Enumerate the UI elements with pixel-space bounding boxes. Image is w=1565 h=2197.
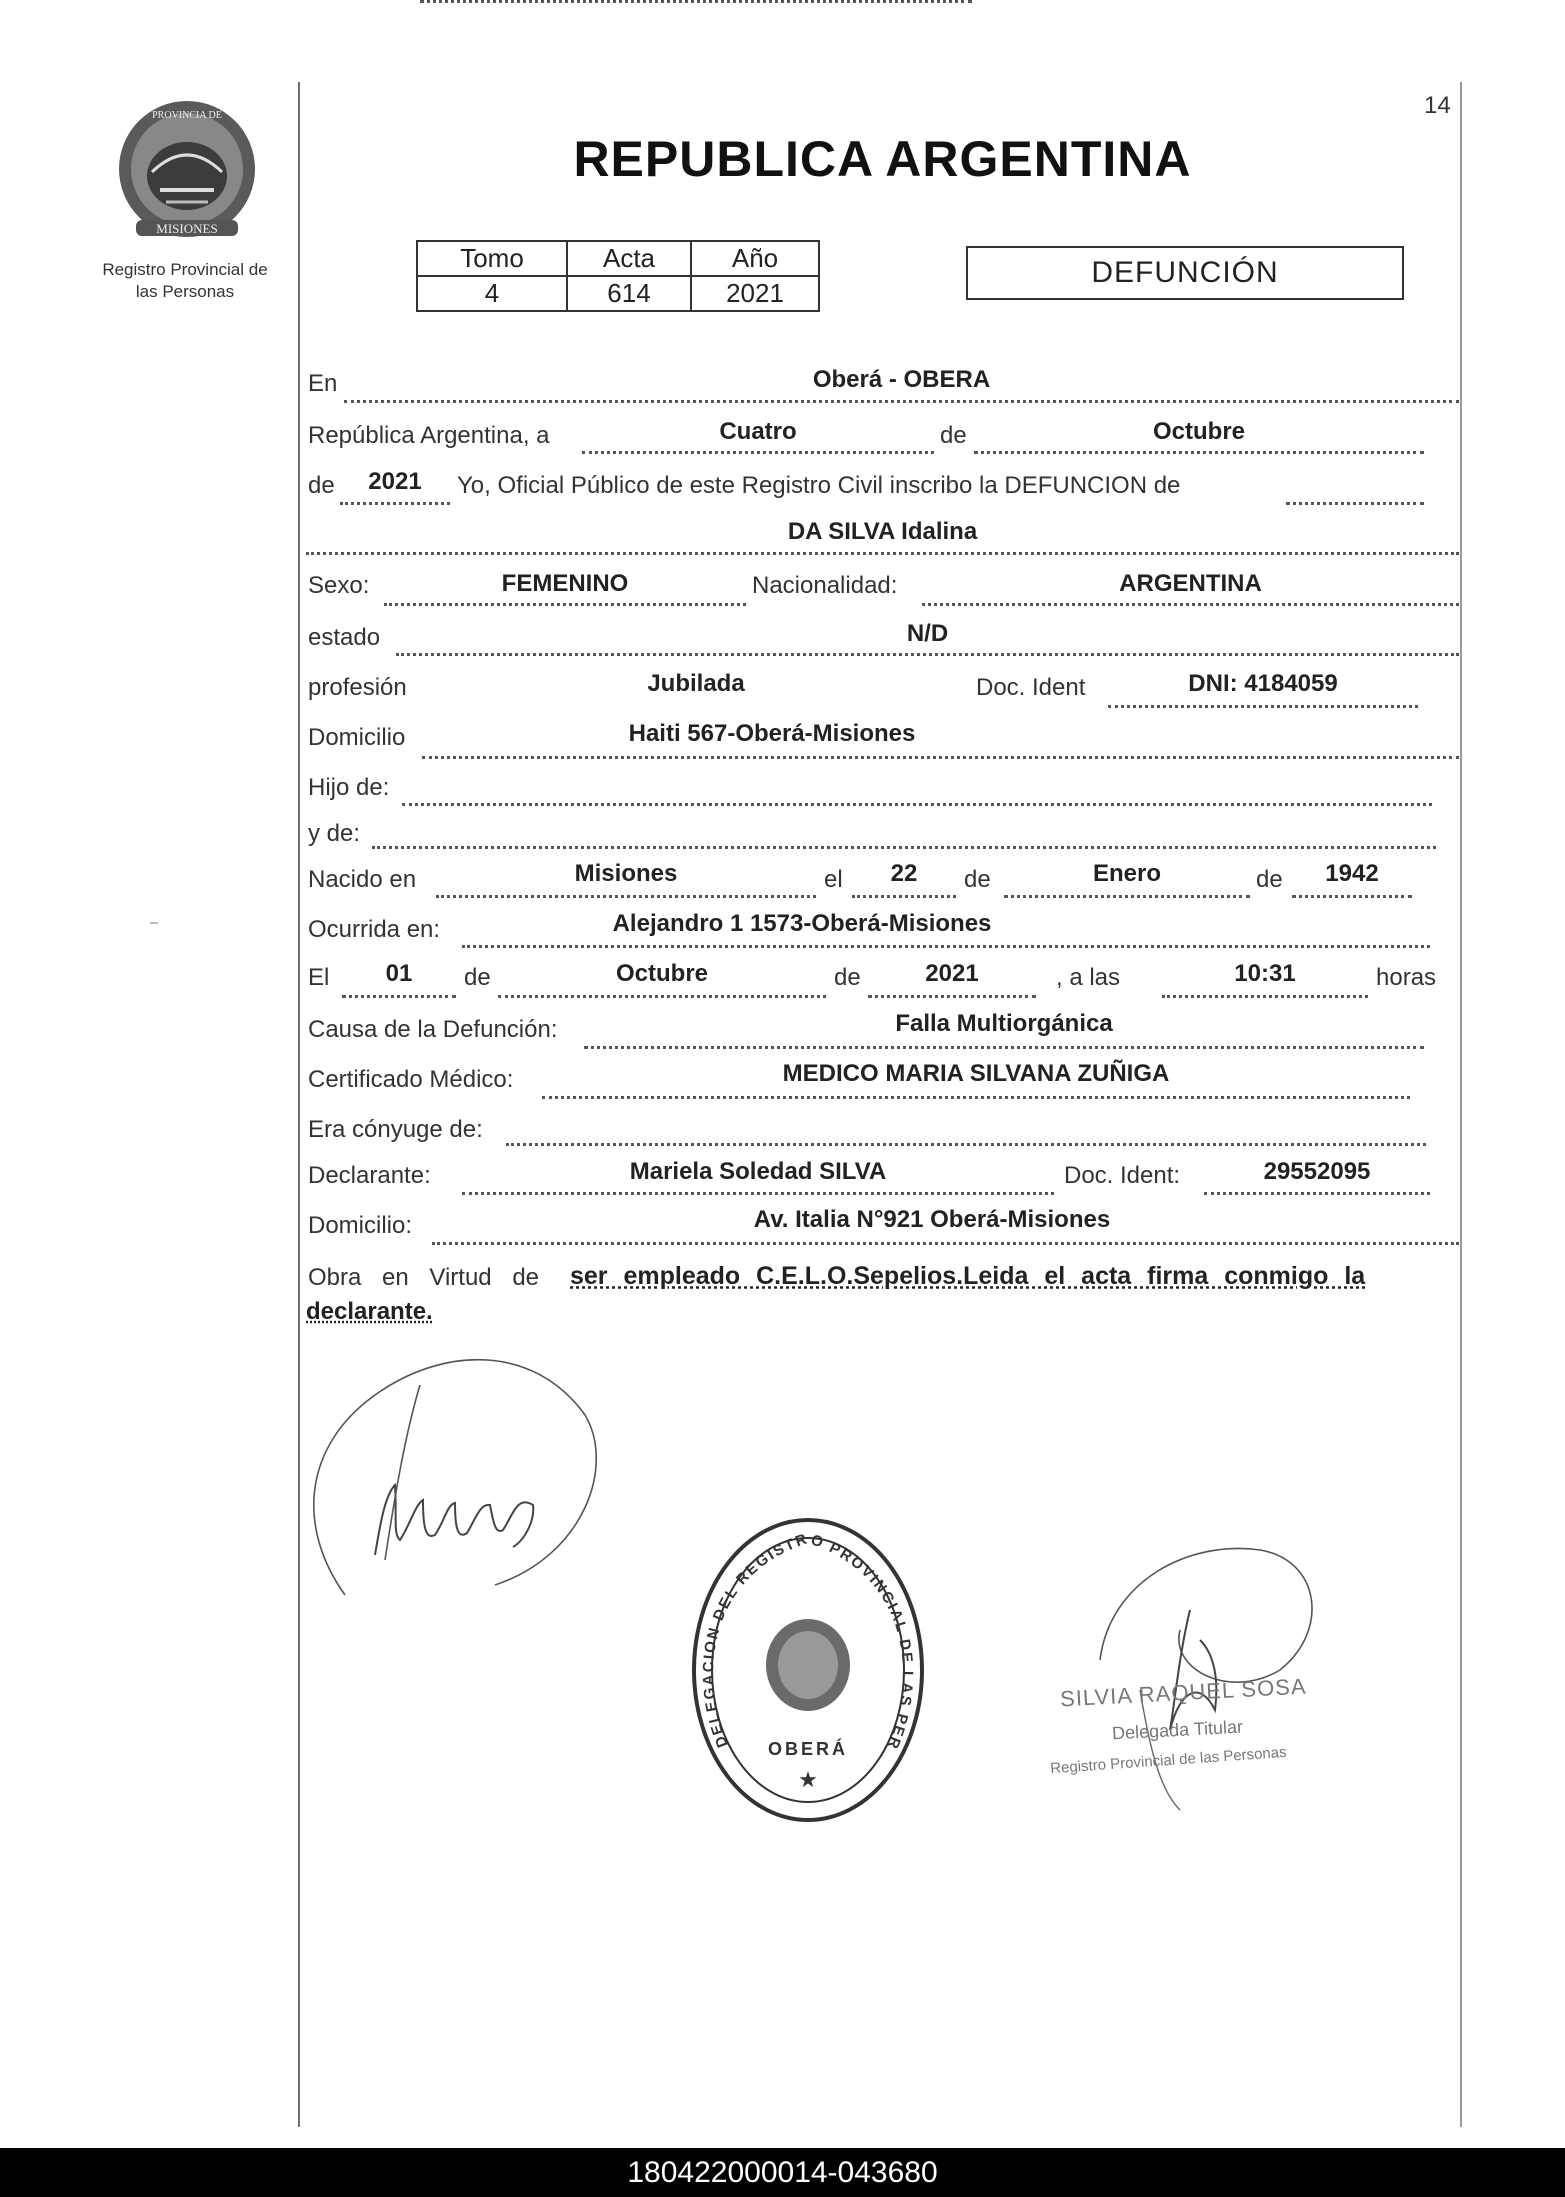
ocurrida-dotted-line xyxy=(462,945,1430,948)
nac-de1-label: de xyxy=(964,866,991,893)
dia-value: Cuatro xyxy=(719,418,797,445)
conyuge-label: Era cónyuge de: xyxy=(308,1116,483,1143)
doc-label: Doc. Ident xyxy=(976,674,1086,701)
official-registry: Registro Provincial de las Personas xyxy=(1049,1743,1288,1778)
yde-dotted-line xyxy=(372,846,1436,849)
def-dia-dotted-line xyxy=(342,995,456,998)
stamp-center-text: OBERÁ xyxy=(767,1739,849,1759)
registry-value-anio: 2021 xyxy=(691,276,819,311)
official-name: SILVIA RAQUEL SOSA xyxy=(1059,1673,1308,1712)
nacionalidad-value: ARGENTINA xyxy=(1119,570,1262,597)
registry-header-tomo: Tomo xyxy=(417,241,567,276)
de1-label: de xyxy=(940,422,967,449)
nac-dia-dotted-line xyxy=(852,895,956,898)
registry-caption xyxy=(80,259,290,303)
yo-text: Yo, Oficial Público de este Registro Civil inscribo la DEFUNCION de xyxy=(457,472,1181,499)
registry-table-value-row xyxy=(417,276,819,311)
el-label: el xyxy=(824,866,843,893)
nombre-dotted-line xyxy=(306,552,1459,555)
registry-table xyxy=(416,240,820,312)
yde-label: y de: xyxy=(308,820,361,847)
svg-text:★: ★ xyxy=(798,1767,818,1792)
nac-de2-label: de xyxy=(1256,866,1283,893)
nac-anio-value: 1942 xyxy=(1325,860,1379,887)
yo-dotted-line xyxy=(1286,502,1424,505)
ocurrida-label: Ocurrida en: xyxy=(308,916,441,943)
declarante-label: Declarante: xyxy=(308,1162,431,1189)
nac-dia-value: 22 xyxy=(890,860,918,887)
profesion-label: profesión xyxy=(308,674,407,701)
registry-value-tomo: 4 xyxy=(417,276,567,311)
nac-mes-value: Enero xyxy=(1092,860,1161,887)
document-type-box: DEFUNCIÓN xyxy=(966,246,1404,300)
decl-domicilio-dotted-line xyxy=(432,1242,1459,1245)
page-title: REPUBLICA ARGENTINA xyxy=(573,131,1192,187)
def-de2-label: de xyxy=(834,964,861,991)
registry-header-anio: Año xyxy=(691,241,819,276)
causa-dotted-line xyxy=(584,1046,1424,1049)
def-dia-value: 01 xyxy=(385,960,413,987)
registry-header-acta: Acta xyxy=(567,241,691,276)
hora-dotted-line xyxy=(1162,995,1368,998)
obra-label: Obra en Virtud de xyxy=(308,1264,540,1291)
decl-doc-dotted-line xyxy=(1204,1192,1430,1195)
nacionalidad-label: Nacionalidad: xyxy=(752,572,898,599)
official-signature xyxy=(1080,1520,1340,1820)
anio-value: 2021 xyxy=(368,468,422,495)
declarante-dotted-line xyxy=(462,1192,1054,1195)
def-mes-value: Octubre xyxy=(615,960,708,987)
estado-label: estado xyxy=(308,624,381,651)
sexo-label: Sexo: xyxy=(308,572,370,599)
seal-text-top: PROVINCIA DE xyxy=(152,110,222,121)
official-role: Delegada Titular xyxy=(1111,1716,1244,1744)
def-mes-dotted-line xyxy=(498,995,826,998)
doc-value: DNI: 4184059 xyxy=(1188,670,1338,697)
def-de1-label: de xyxy=(464,964,491,991)
causa-value: Falla Multiorgánica xyxy=(895,1010,1113,1037)
registry-caption-line2: las Personas xyxy=(135,282,235,301)
nacido-dotted-line xyxy=(436,895,816,898)
domicilio-value: Haiti 567-Oberá-Misiones xyxy=(628,720,916,747)
causa-label: Causa de la Defunción: xyxy=(308,1016,558,1043)
domicilio-dotted-line xyxy=(422,756,1459,759)
nacido-value: Misiones xyxy=(574,860,678,887)
stray-mark xyxy=(150,922,158,924)
certificado-label: Certificado Médico: xyxy=(308,1066,514,1093)
decl-domicilio-value: Av. Italia N°921 Oberá-Misiones xyxy=(753,1206,1111,1233)
registry-caption-line1: Registro Provincial de xyxy=(102,260,268,279)
certificado-value: MEDICO MARIA SILVANA ZUÑIGA xyxy=(782,1060,1170,1087)
en-value: Oberá - OBERA xyxy=(812,366,991,393)
registry-value-acta: 614 xyxy=(567,276,691,311)
hora-value: 10:31 xyxy=(1234,960,1296,987)
right-margin-line xyxy=(1460,82,1462,2127)
alas-label: , a las xyxy=(1056,964,1121,991)
decl-domicilio-label: Domicilio: xyxy=(308,1212,413,1239)
ocurrida-value: Alejandro 1 1573-Oberá-Misiones xyxy=(612,910,992,937)
hijo-label: Hijo de: xyxy=(308,774,390,801)
page-number: 14 xyxy=(1424,92,1451,119)
horas-label: horas xyxy=(1376,964,1437,991)
republica-label: República Argentina, a xyxy=(308,422,550,449)
declarante-value: Mariela Soledad SILVA xyxy=(629,1158,887,1185)
anio-dotted-line xyxy=(340,502,450,505)
def-anio-dotted-line xyxy=(868,995,1036,998)
def-anio-value: 2021 xyxy=(925,960,979,987)
decl-doc-label: Doc. Ident: xyxy=(1064,1162,1181,1189)
hijo-dotted-line xyxy=(402,803,1432,806)
el2-label: El xyxy=(308,964,330,991)
obra-value-line2: declarante. xyxy=(306,1298,433,1325)
nac-mes-dotted-line xyxy=(1004,895,1250,898)
profesion-dotted-line xyxy=(420,0,972,3)
en-label: En xyxy=(308,370,338,397)
left-margin-line xyxy=(298,82,300,2127)
nacido-label: Nacido en xyxy=(308,866,417,893)
declarante-signature xyxy=(285,1325,615,1605)
estado-value: N/D xyxy=(906,620,949,647)
de2-label: de xyxy=(308,472,335,499)
dia-dotted-line xyxy=(582,451,934,454)
nac-anio-dotted-line xyxy=(1292,895,1412,898)
en-dotted-line xyxy=(344,400,1459,403)
domicilio-label: Domicilio xyxy=(308,724,406,751)
nombre-value: DA SILVA Idalina xyxy=(787,518,978,545)
sexo-dotted-line xyxy=(384,603,746,606)
mes-value: Octubre xyxy=(1152,418,1245,445)
decl-doc-value: 29552095 xyxy=(1263,1158,1371,1185)
obra-value-line1: ser empleado C.E.L.O.Sepelios.Leida el acta firma conmigo la xyxy=(570,1262,1366,1290)
official-stamp xyxy=(688,1515,928,1825)
conyuge-dotted-line xyxy=(506,1143,1426,1146)
registry-table-header-row xyxy=(417,241,819,276)
document-code-footer: 180422000014-043680 xyxy=(0,2148,1565,2197)
certificado-dotted-line xyxy=(542,1096,1410,1099)
doc-dotted-line xyxy=(1108,705,1418,708)
seal-text-bottom: MISIONES xyxy=(156,221,218,236)
nacionalidad-dotted-line xyxy=(922,603,1459,606)
mes-dotted-line xyxy=(974,451,1424,454)
profesion-value: Jubilada xyxy=(647,670,745,697)
estado-dotted-line xyxy=(396,653,1459,656)
stamp-top-text: DELEGACION DEL REGISTRO PROVINCIAL DE LAS PER xyxy=(700,1530,916,1753)
sexo-value: FEMENINO xyxy=(501,570,629,597)
